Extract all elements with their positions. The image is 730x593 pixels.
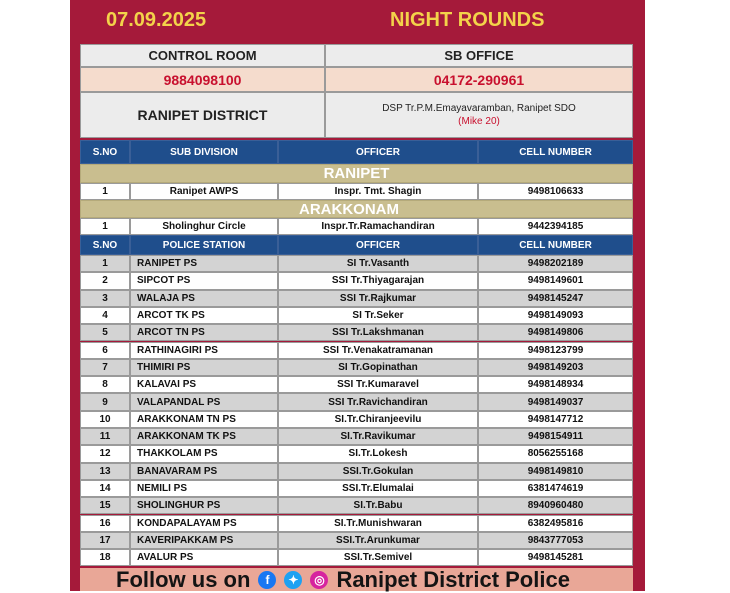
row-cell: 9498149037 bbox=[478, 393, 633, 410]
row-station: ARCOT TK PS bbox=[130, 307, 278, 324]
table-row bbox=[80, 480, 633, 497]
col-cell-header: CELL NUMBER bbox=[478, 140, 633, 164]
table-row bbox=[80, 307, 633, 324]
row-sno: 1 bbox=[80, 183, 130, 200]
row-station: ARCOT TN PS bbox=[130, 324, 278, 341]
row-officer: SSI Tr.Thiyagarajan bbox=[278, 272, 478, 289]
row-cell: 9442394185 bbox=[478, 218, 633, 235]
subdivision-header-row bbox=[80, 140, 633, 164]
row-sno: 8 bbox=[80, 376, 130, 393]
col-station-header: POLICE STATION bbox=[130, 235, 278, 255]
section-ranipet bbox=[80, 164, 633, 183]
row-station: KALAVAI PS bbox=[130, 376, 278, 393]
row-station: NEMILI PS bbox=[130, 480, 278, 497]
header-banner bbox=[80, 0, 633, 44]
header-title: NIGHT ROUNDS bbox=[390, 9, 545, 31]
table-row bbox=[80, 324, 633, 341]
row-sno: 18 bbox=[80, 549, 130, 566]
row-cell: 9498145281 bbox=[478, 549, 633, 566]
row-station: KAVERIPAKKAM PS bbox=[130, 532, 278, 549]
row-sno: 3 bbox=[80, 290, 130, 307]
night-rounds-sheet bbox=[80, 0, 633, 591]
table-row bbox=[80, 376, 633, 393]
row-station: VALAPANDAL PS bbox=[130, 393, 278, 410]
row-cell: 9843777053 bbox=[478, 532, 633, 549]
row-officer: SSI Tr.Ravichandiran bbox=[278, 393, 478, 410]
section-title: RANIPET bbox=[80, 164, 633, 183]
row-officer: Inspr.Tr.Ramachandiran bbox=[278, 218, 478, 235]
row-unit: Sholinghur Circle bbox=[130, 218, 278, 235]
table-row bbox=[80, 463, 633, 480]
row-officer: SI Tr.Gopinathan bbox=[278, 359, 478, 376]
row-officer: SSI.Tr.Gokulan bbox=[278, 463, 478, 480]
col-officer-header: OFFICER bbox=[278, 140, 478, 164]
table-row bbox=[80, 445, 633, 462]
row-officer: SSI Tr.Kumaravel bbox=[278, 376, 478, 393]
row-cell: 9498149810 bbox=[478, 463, 633, 480]
row-sno: 15 bbox=[80, 497, 130, 514]
instagram-icon[interactable]: ◎ bbox=[310, 571, 328, 589]
row-officer: SSI Tr.Rajkumar bbox=[278, 290, 478, 307]
row-cell: 9498149203 bbox=[478, 359, 633, 376]
station-header-row bbox=[80, 235, 633, 255]
table-row bbox=[80, 532, 633, 549]
row-cell: 9498147712 bbox=[478, 411, 633, 428]
facebook-icon[interactable]: f bbox=[258, 571, 276, 589]
col-subdivision-header: SUB DIVISION bbox=[130, 140, 278, 164]
row-officer: SSI.Tr.Elumalai bbox=[278, 480, 478, 497]
row-cell: 9498149093 bbox=[478, 307, 633, 324]
row-cell: 9498123799 bbox=[478, 342, 633, 359]
district-name: RANIPET DISTRICT bbox=[80, 92, 325, 138]
row-sno: 13 bbox=[80, 463, 130, 480]
row-officer: SI.Tr.Babu bbox=[278, 497, 478, 514]
row-station: RANIPET PS bbox=[130, 255, 278, 272]
dsp-mike: (Mike 20) bbox=[458, 116, 500, 127]
table-row bbox=[80, 549, 633, 566]
control-room-label: CONTROL ROOM bbox=[80, 44, 325, 67]
table-row bbox=[80, 272, 633, 289]
row-cell: 9498154911 bbox=[478, 428, 633, 445]
row-sno: 1 bbox=[80, 255, 130, 272]
row-sno: 5 bbox=[80, 324, 130, 341]
col-cell-header: CELL NUMBER bbox=[478, 235, 633, 255]
row-cell: 9498149806 bbox=[478, 324, 633, 341]
row-cell: 6381474619 bbox=[478, 480, 633, 497]
dsp-line: DSP Tr.P.M.Emayavaramban, Ranipet SDO bbox=[382, 103, 576, 114]
row-cell: 9498202189 bbox=[478, 255, 633, 272]
row-cell: 9498106633 bbox=[478, 183, 633, 200]
row-officer: Inspr. Tmt. Shagin bbox=[278, 183, 478, 200]
row-officer: SSI Tr.Venakatramanan bbox=[278, 342, 478, 359]
row-officer: SI.Tr.Munishwaran bbox=[278, 515, 478, 532]
row-station: THAKKOLAM PS bbox=[130, 445, 278, 462]
table-row bbox=[80, 515, 633, 532]
table-row bbox=[80, 255, 633, 272]
row-station: BANAVARAM PS bbox=[130, 463, 278, 480]
row-officer: SSI.Tr.Semivel bbox=[278, 549, 478, 566]
col-officer-header: OFFICER bbox=[278, 235, 478, 255]
row-officer: SI.Tr.Lokesh bbox=[278, 445, 478, 462]
table-row bbox=[80, 290, 633, 307]
row-station: RATHINAGIRI PS bbox=[130, 342, 278, 359]
follow-text: Follow us on bbox=[116, 566, 251, 592]
table-row bbox=[80, 428, 633, 445]
row-sno: 6 bbox=[80, 342, 130, 359]
row-station: SIPCOT PS bbox=[130, 272, 278, 289]
section-arakkonam bbox=[80, 200, 633, 218]
row-cell: 8940960480 bbox=[478, 497, 633, 514]
row-officer: SI Tr.Seker bbox=[278, 307, 478, 324]
section-title: ARAKKONAM bbox=[80, 200, 633, 218]
row-sno: 7 bbox=[80, 359, 130, 376]
row-sno: 9 bbox=[80, 393, 130, 410]
row-station: ARAKKONAM TN PS bbox=[130, 411, 278, 428]
header-date: 07.09.2025 bbox=[106, 9, 207, 31]
row-cell: 9498145247 bbox=[478, 290, 633, 307]
row-officer: SI.Tr.Ravikumar bbox=[278, 428, 478, 445]
row-sno: 1 bbox=[80, 218, 130, 235]
row-station: THIMIRI PS bbox=[130, 359, 278, 376]
table-row bbox=[80, 497, 633, 514]
row-sno: 16 bbox=[80, 515, 130, 532]
row-sno: 12 bbox=[80, 445, 130, 462]
row-unit: Ranipet AWPS bbox=[130, 183, 278, 200]
row-station: WALAJA PS bbox=[130, 290, 278, 307]
row-sno: 10 bbox=[80, 411, 130, 428]
table-row bbox=[80, 411, 633, 428]
row-sno: 2 bbox=[80, 272, 130, 289]
contact-label-row bbox=[80, 44, 633, 67]
row-officer: SSI Tr.Lakshmanan bbox=[278, 324, 478, 341]
dsp-info bbox=[325, 92, 633, 138]
footer-banner bbox=[80, 568, 633, 591]
row-station: SHOLINGHUR PS bbox=[130, 497, 278, 514]
row-station: KONDAPALAYAM PS bbox=[130, 515, 278, 532]
table-row bbox=[80, 342, 633, 359]
row-sno: 4 bbox=[80, 307, 130, 324]
row-officer: SI Tr.Vasanth bbox=[278, 255, 478, 272]
table-row bbox=[80, 359, 633, 376]
row-station: ARAKKONAM TK PS bbox=[130, 428, 278, 445]
col-sno-header: S.NO bbox=[80, 140, 130, 164]
row-sno: 17 bbox=[80, 532, 130, 549]
sb-office-label: SB OFFICE bbox=[325, 44, 633, 67]
row-officer: SSI.Tr.Arunkumar bbox=[278, 532, 478, 549]
col-sno-header: S.NO bbox=[80, 235, 130, 255]
sb-office-number: 04172-290961 bbox=[325, 67, 633, 92]
table-row bbox=[80, 393, 633, 410]
row-officer: SI.Tr.Chiranjeevilu bbox=[278, 411, 478, 428]
control-room-number: 9884098100 bbox=[80, 67, 325, 92]
row-cell: 9498148934 bbox=[478, 376, 633, 393]
row-cell: 8056255168 bbox=[478, 445, 633, 462]
table-row bbox=[80, 183, 633, 200]
row-sno: 11 bbox=[80, 428, 130, 445]
row-station: AVALUR PS bbox=[130, 549, 278, 566]
contact-number-row bbox=[80, 67, 633, 92]
page-name: Ranipet District Police bbox=[336, 566, 570, 592]
row-cell: 9498149601 bbox=[478, 272, 633, 289]
row-cell: 6382495816 bbox=[478, 515, 633, 532]
row-sno: 14 bbox=[80, 480, 130, 497]
twitter-icon[interactable]: ✦ bbox=[284, 571, 302, 589]
district-row bbox=[80, 92, 633, 138]
table-row bbox=[80, 218, 633, 235]
